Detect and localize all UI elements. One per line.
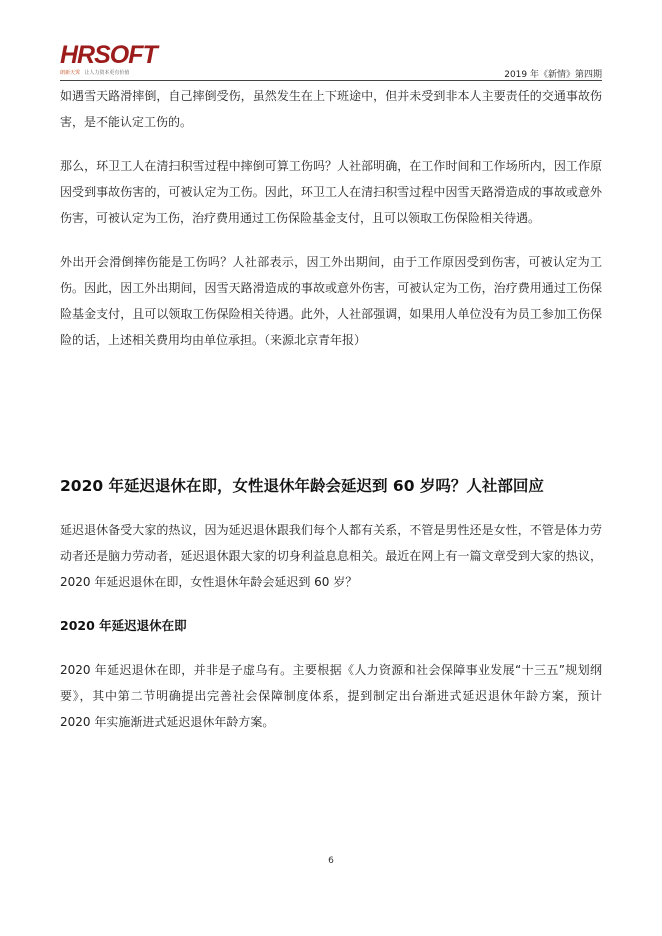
- article-body: 2020 年延迟退休在即，并非是子虚乌有。主要根据《人力资源和社会保障事业发展“十三五”规划纲要》，其中第二节明确提出完善社会保障制度体系，提到制定出台渐进式延迟退休年龄方案，预计 2020 年实施渐进式延迟退休年龄方案。: [60, 663, 602, 729]
- issue-label: 2019 年《新情》第四期: [504, 70, 602, 80]
- logo-tagline: 让人力资本更有价值: [84, 70, 130, 76]
- article-title: 2020 年延迟退休在即，女性退休年龄会延迟到 60 岁吗？人社部回应: [60, 477, 544, 495]
- paragraph-2: 那么，环卫工人在清扫积雪过程中摔倒可算工伤吗？人社部明确，在工作时间和工作场所内，因工作原因受到事故伤害的，可被认定为工伤。因此，环卫工人在清扫积雪过程中因雪天路滑造成的事故或意外伤害，可被认定为工伤，治疗费用通过工伤保险基金支付，且可以领取工伤保险相关待遇。: [60, 159, 602, 225]
- logo-brand-text: 朗新天霁: [60, 70, 81, 76]
- article-intro: 延迟退休备受大家的热议，因为延迟退休跟我们每个人都有关系，不管是男性还是女性，不管是体力劳动者还是脑力劳动者，延迟退休跟大家的切身利益息息相关。最近在网上有一篇文章受到大家的热议，2020 年延迟退休在即，女性退休年龄会延迟到 60 岁？: [60, 523, 602, 589]
- page-number: 6: [328, 856, 334, 866]
- logo-tagline-row: [60, 70, 129, 76]
- hrsoft-logo: HRSOFT: [60, 41, 157, 69]
- page-header: [60, 42, 602, 82]
- paragraph-1: 如遇雪天路滑摔倒，自己摔倒受伤，虽然发生在上下班途中，但并未受到非本人主要责任的交通事故伤害，是不能认定工伤的。: [60, 89, 602, 129]
- paragraph-3: 外出开会滑倒摔伤能是工伤吗？人社部表示，因工外出期间，由于工作原因受到伤害，可被认定为工伤。因此，因工外出期间，因雪天路滑造成的事故或意外伤害，可被认定为工伤，治疗费用通过工伤保险基金支付，且可以领取工伤保险相关待遇。此外，人社部强调，如果用人单位没有为员工参加工伤保险的话，上述相关费用均由单位承担。（来源北京青年报）: [60, 255, 602, 347]
- document-body: [60, 83, 602, 735]
- header-divider: [60, 80, 602, 81]
- article-subheading: 2020 年延迟退休在即: [60, 618, 187, 633]
